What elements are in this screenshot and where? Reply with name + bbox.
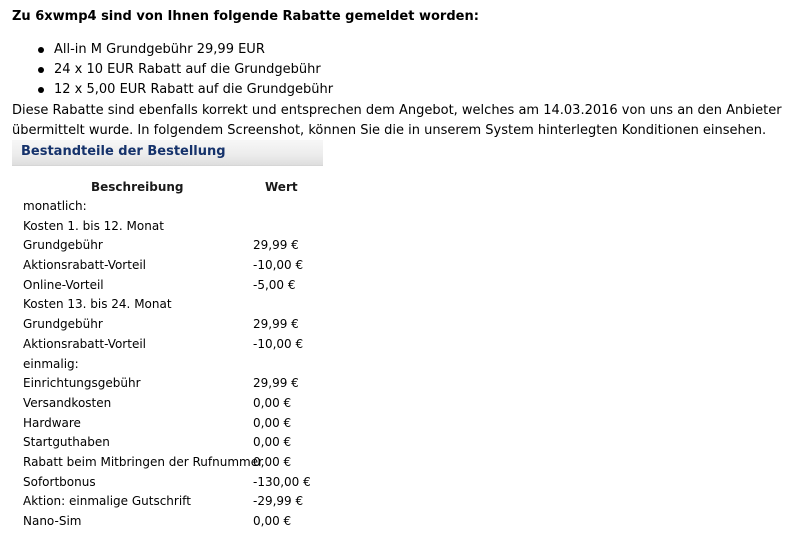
- list-item-text: All-in M Grundgebühr 29,99 EUR: [54, 42, 265, 57]
- row-description: Startguthaben: [23, 435, 110, 450]
- row-description: Grundgebühr: [23, 317, 103, 332]
- table-row: [23, 315, 323, 335]
- paragraph-line: übermittelt wurde. In folgendem Screenshot, können Sie die in unserem System hinterlegten Konditionen einsehen.: [12, 123, 767, 138]
- row-value: 0,00 €: [253, 435, 292, 450]
- table-header: [23, 177, 323, 197]
- table-row: [23, 453, 323, 473]
- table-row: [23, 394, 323, 414]
- list-item-text: 24 x 10 EUR Rabatt auf die Grundgebühr: [54, 62, 321, 77]
- row-description: Rabatt beim Mitbringen der Rufnummer: [23, 454, 264, 469]
- row-description: Kosten 13. bis 24. Monat: [23, 297, 172, 312]
- row-description: Aktion: einmalige Gutschrift: [23, 494, 191, 509]
- page-heading: Zu 6xwmp4 sind von Ihnen folgende Rabatte gemeldet worden:: [12, 9, 479, 24]
- row-description: Grundgebühr: [23, 238, 103, 253]
- table-row: [23, 335, 323, 355]
- table-row: [23, 295, 323, 315]
- paragraph-line: Diese Rabatte sind ebenfalls korrekt und entsprechen dem Angebot, welches am 14.03.2016 von uns an den Anbieter: [12, 103, 782, 118]
- table-row: [23, 433, 323, 453]
- row-value: 29,99 €: [253, 238, 299, 253]
- row-description: Aktionsrabatt-Vorteil: [23, 336, 146, 351]
- row-description: Sofortbonus: [23, 474, 96, 489]
- row-description: einmalig:: [23, 356, 79, 371]
- row-description: monatlich:: [23, 199, 87, 213]
- discount-list: [36, 40, 333, 100]
- row-description: Nano-Sim: [23, 514, 82, 528]
- row-value: -29,99 €: [253, 494, 304, 509]
- column-header-value: Wert: [265, 180, 298, 194]
- table-row: [23, 276, 323, 296]
- bullet-icon: [38, 47, 44, 53]
- row-description: Versandkosten: [23, 395, 112, 410]
- table-row: [23, 374, 323, 394]
- table-body: [23, 197, 323, 532]
- table-row: [23, 197, 323, 217]
- list-item: [36, 80, 333, 100]
- table-row: [23, 512, 323, 532]
- bullet-icon: [38, 67, 44, 73]
- row-value: -130,00 €: [253, 474, 311, 489]
- table-row: [23, 355, 323, 375]
- table-row: [23, 414, 323, 434]
- table-row: [23, 473, 323, 493]
- panel-title: Bestandteile der Bestellung: [21, 144, 226, 159]
- row-description: Hardware: [23, 415, 81, 430]
- row-description: Einrichtungsgebühr: [23, 376, 141, 391]
- column-header-description: Beschreibung: [91, 180, 184, 194]
- row-description: Aktionsrabatt-Vorteil: [23, 258, 146, 273]
- row-value: 0,00 €: [253, 415, 292, 430]
- table-row: [23, 236, 323, 256]
- row-value: 0,00 €: [253, 514, 292, 528]
- bullet-icon: [38, 87, 44, 93]
- order-panel-header: [12, 140, 323, 166]
- list-item: [36, 40, 333, 60]
- list-item-text: 12 x 5,00 EUR Rabatt auf die Grundgebühr: [54, 82, 334, 97]
- row-value: 0,00 €: [253, 454, 292, 469]
- list-item: [36, 60, 333, 80]
- explanation-paragraph: [12, 101, 802, 141]
- row-description: Online-Vorteil: [23, 277, 104, 292]
- row-value: 29,99 €: [253, 376, 299, 391]
- table-row: [23, 217, 323, 237]
- row-value: -10,00 €: [253, 258, 304, 273]
- row-value: -5,00 €: [253, 277, 296, 292]
- table-row: [23, 492, 323, 512]
- row-value: 29,99 €: [253, 317, 299, 332]
- row-value: 0,00 €: [253, 395, 292, 410]
- table-row: [23, 256, 323, 276]
- row-value: -10,00 €: [253, 336, 304, 351]
- row-description: Kosten 1. bis 12. Monat: [23, 218, 164, 233]
